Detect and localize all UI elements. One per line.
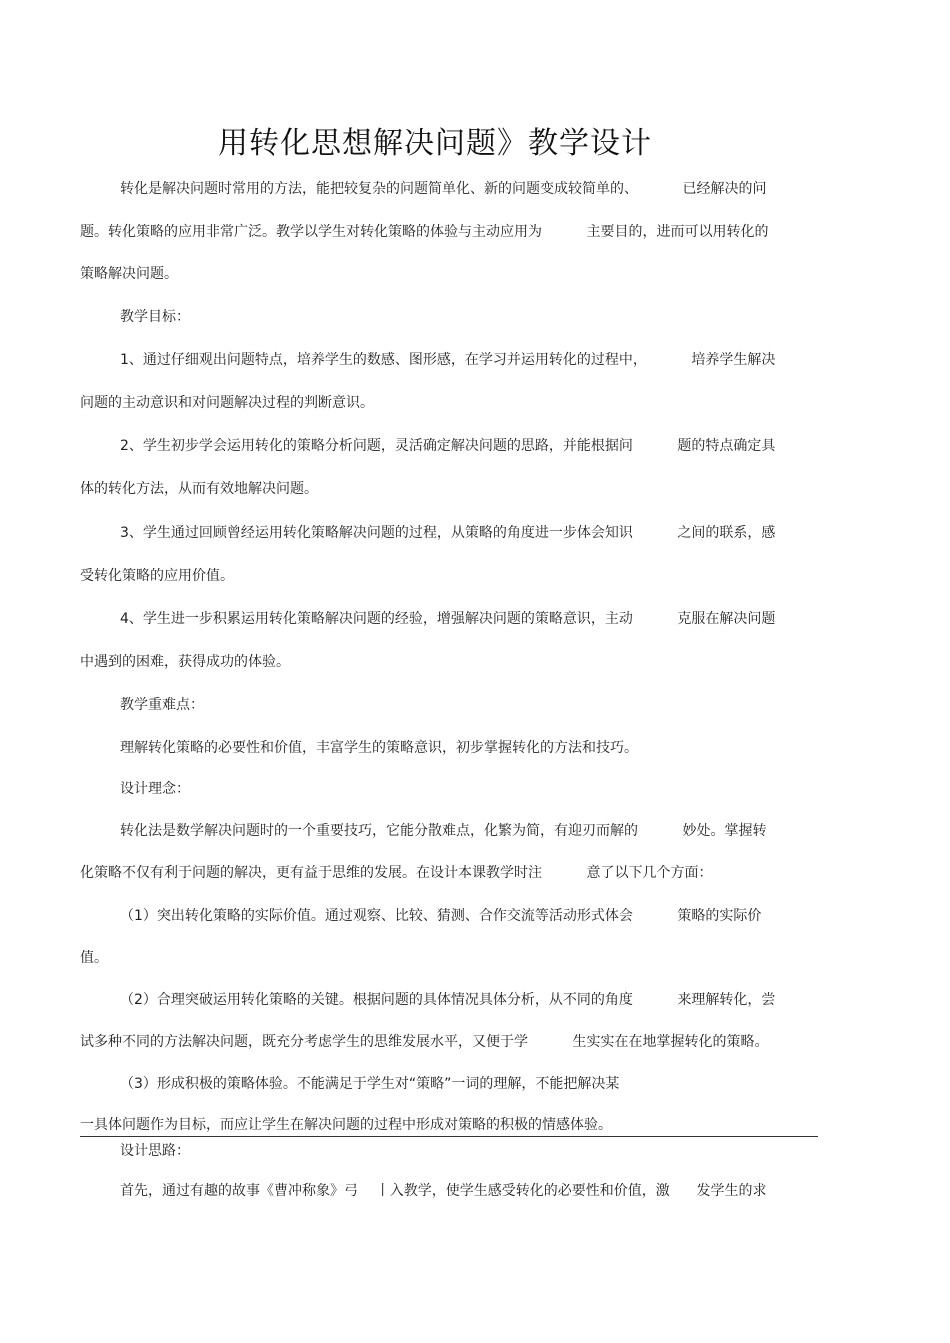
paragraph-line: 4、学生进一步积累运用转化策略解决问题的经验，增强解决问题的策略意识，主动 克服在解决问题: [120, 611, 776, 627]
paragraph-line: 受转化策略的应用价值。: [80, 568, 234, 584]
paragraph-line: 体的转化方法，从而有效地解决问题。: [80, 481, 318, 497]
paragraph-line: 3、学生通过回顾曾经运用转化策略解决问题的过程，从策略的角度进一步体会知识 之间的联系，感: [120, 525, 776, 541]
paragraph-line: （1）突出转化策略的实际价值。通过观察、比较、猜测、合作交流等活动形式体会 策略的实际价: [120, 908, 762, 924]
section-heading: 教学重难点：: [120, 697, 204, 713]
section-heading: 设计思路：: [120, 1143, 190, 1159]
paragraph-line: 题。转化策略的应用非常广泛。教学以学生对转化策略的体验与主动应用为 主要目的，进而可以用转化的: [80, 224, 769, 240]
paragraph-line: （2）合理突破运用转化策略的关键。根据问题的具体情况具体分析，从不同的角度 来理解转化，尝: [120, 992, 776, 1008]
paragraph-line: 策略解决问题。: [80, 266, 178, 282]
paragraph-line: 转化是解决问题时常用的方法，能把较复杂的问题简单化、新的问题变成较简单的、 已经解决的问: [120, 181, 767, 197]
paragraph-line: 1、通过仔细观出问题特点，培养学生的数感、图形感，在学习并运用转化的过程中， 培养学生解决: [120, 352, 776, 368]
horizontal-divider: [80, 1136, 818, 1137]
section-heading: 教学目标：: [120, 309, 190, 325]
paragraph-line: 中遇到的困难，获得成功的体验。: [80, 654, 290, 670]
paragraph-line: 问题的主动意识和对问题解决过程的判断意识。: [80, 395, 374, 411]
paragraph-line: 转化法是数学解决问题时的一个重要技巧，它能分散难点，化繁为简，有迎刃而解的 妙处。掌握转: [120, 823, 767, 839]
paragraph-line: 值。: [80, 950, 108, 966]
paragraph-line: 2、学生初步学会运用转化的策略分析问题，灵活确定解决问题的思路，并能根据问 题的特点确定具: [120, 438, 776, 454]
paragraph-line: 首先，通过有趣的故事《曹冲称象》弓 丨入教学，使学生感受转化的必要性和价值，激 发学生的求: [120, 1183, 767, 1199]
section-heading: 设计理念：: [120, 781, 190, 797]
paragraph-line: （3）形成积极的策略体验。不能满足于学生对“策略”一词的理解，不能把解决某: [120, 1076, 620, 1092]
paragraph-line: 理解转化策略的必要性和价值，丰富学生的策略意识，初步掌握转化的方法和技巧。: [120, 740, 638, 756]
paragraph-line: 试多种不同的方法解决问题，既充分考虑学生的思维发展水平，又便于学 生实实在在地掌握转化的策略。: [80, 1034, 769, 1050]
paragraph-line: 一具体问题作为目标，而应让学生在解决问题的过程中形成对策略的积极的情感体验。: [80, 1117, 612, 1133]
paragraph-line: 化策略不仅有利于问题的解决，更有益于思维的发展。在设计本课教学时注 意了以下几个方面：: [80, 865, 713, 881]
document-title: 用转化思想解决问题》教学设计: [218, 126, 652, 161]
